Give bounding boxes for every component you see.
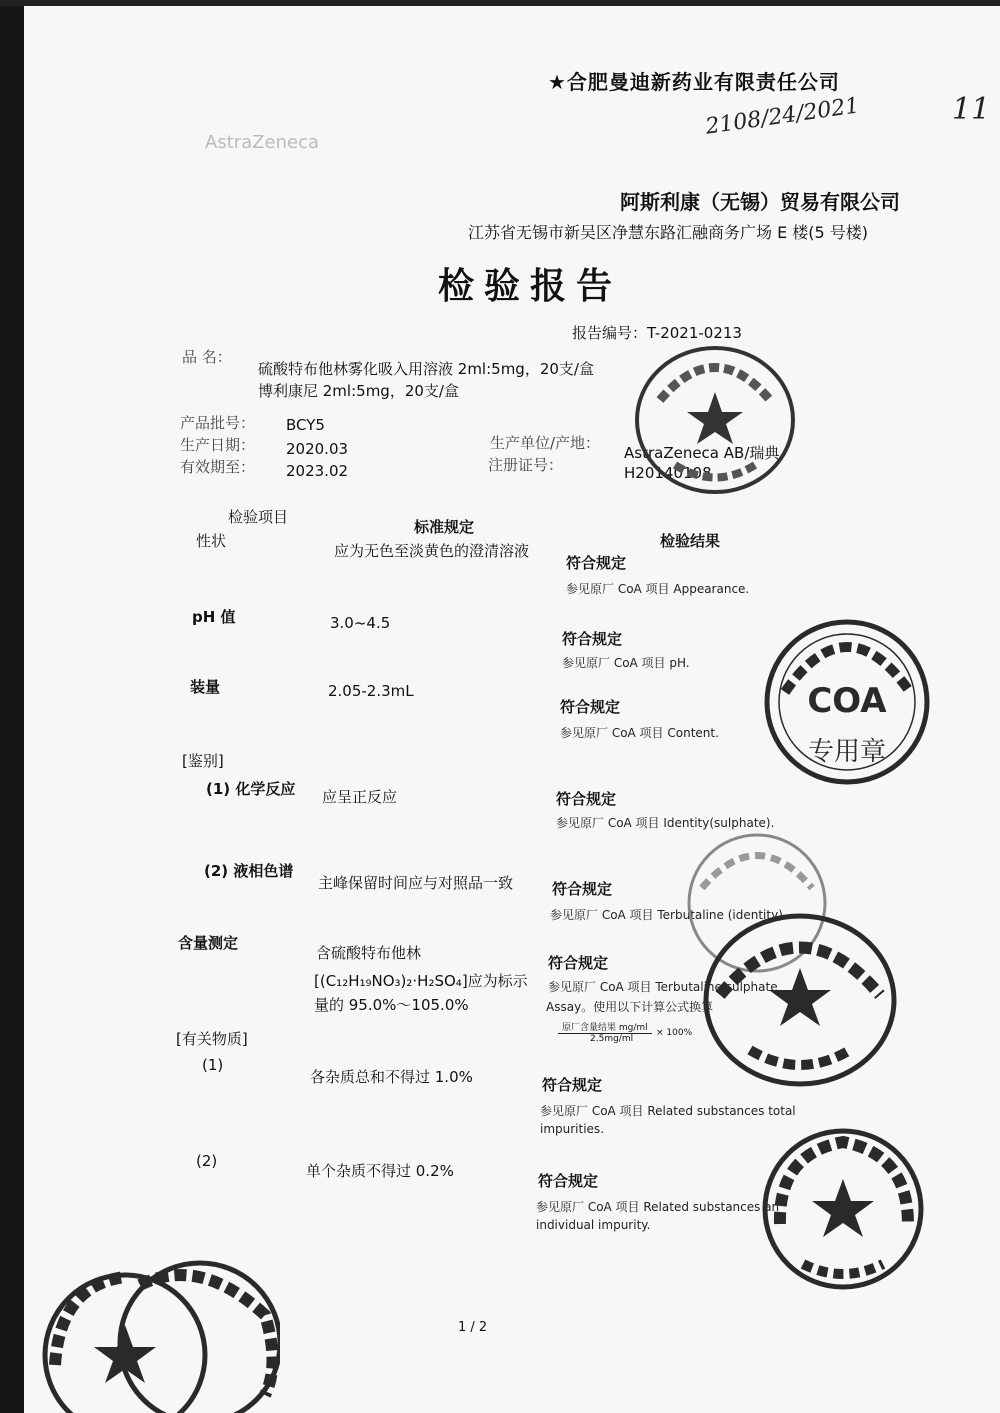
page-number: 1 / 2 <box>458 1320 488 1335</box>
related-sub1-note-line2: impurities. <box>540 1122 605 1136</box>
registration-value: H20140108 <box>624 464 712 482</box>
header-standard: 标准规定 <box>414 518 475 536</box>
identification-label: [鉴别] <box>182 752 224 770</box>
header-item: 检验项目 <box>228 508 289 526</box>
identification-sub2-name: (2) 液相色谱 <box>204 862 294 880</box>
report-number: 报告编号：T-2021-0213 <box>572 324 742 342</box>
scan-edge-top <box>0 0 1000 6</box>
item-fill-name: 装量 <box>190 678 221 696</box>
related-sub1-result: 符合规定 <box>542 1076 603 1094</box>
batch-label: 产品批号： <box>180 414 256 432</box>
registration-label: 注册证号： <box>488 456 564 474</box>
item-fill-result: 符合规定 <box>560 698 621 716</box>
item-appearance-standard: 应为无色至淡黄色的澄清溶液 <box>334 542 530 560</box>
related-sub2-note-line1: 参见原厂 CoA 项目 Related substances an <box>536 1200 780 1214</box>
manufacturer-value: AstraZeneca AB/瑞典 <box>624 444 780 462</box>
assay-standard-line3: 量的 95.0%～105.0% <box>314 996 469 1014</box>
assay-standard-line2: [(C₁₂H₁₉NO₃)₂·H₂SO₄]应为标示 <box>314 972 528 990</box>
mfg-date-label: 生产日期： <box>180 436 256 454</box>
related-sub1-standard: 各杂质总和不得过 1.0% <box>310 1068 473 1086</box>
related-sub2-standard: 单个杂质不得过 0.2% <box>306 1162 454 1180</box>
identification-sub2-result: 符合规定 <box>552 880 613 898</box>
coa-seal <box>760 612 935 792</box>
item-ph-standard: 3.0~4.5 <box>330 614 391 632</box>
related-sub1-note-line1: 参见原厂 CoA 项目 Related substances total <box>540 1104 796 1118</box>
manufacturer-label: 生产单位/产地： <box>490 434 601 452</box>
item-appearance-result: 符合规定 <box>566 554 627 572</box>
report-title: 检验报告 <box>438 266 623 307</box>
issuer-company: 阿斯利康（无锡）贸易有限公司 <box>620 190 900 214</box>
related-label: [有关物质] <box>176 1030 248 1048</box>
identification-sub1-note: 参见原厂 CoA 项目 Identity(sulphate). <box>556 816 775 830</box>
item-appearance-note: 参见原厂 CoA 项目 Appearance. <box>566 582 750 596</box>
assay-name: 含量测定 <box>178 934 239 952</box>
related-sub2-note-line2: individual impurity. <box>536 1218 651 1232</box>
product-name-label: 品 名： <box>182 348 232 366</box>
exp-date-label: 有效期至： <box>180 458 256 476</box>
related-sub1-name: (1) <box>202 1056 224 1074</box>
item-ph-result: 符合规定 <box>562 630 623 648</box>
related-sub2-name: (2) <box>196 1152 218 1170</box>
related-sub2-result: 符合规定 <box>538 1172 599 1190</box>
assay-formula-numerator: 原厂含量结果 mg/ml <box>558 1020 652 1034</box>
coa-seal-center-text: COA <box>807 681 887 721</box>
assay-formula-tail: × 100% <box>656 1028 693 1038</box>
assay-note-line1: 参见原厂 CoA 项目 Terbutaline sulphate <box>548 980 778 994</box>
item-ph-name: pH 值 <box>192 608 236 626</box>
item-fill-standard: 2.05-2.3mL <box>328 682 414 700</box>
identification-sub1-result: 符合规定 <box>556 790 617 808</box>
mandi-quality-seal <box>758 1124 928 1294</box>
item-fill-note: 参见原厂 CoA 项目 Content. <box>560 726 719 740</box>
margin-mark: 11 <box>952 92 991 127</box>
bottom-overlapping-seals <box>40 1255 280 1413</box>
assay-note-line2: Assay。使用以下计算公式换算 <box>546 1000 714 1014</box>
handwritten-note: 2108/24/2021 <box>704 93 861 140</box>
assay-formula-denominator: 2.5mg/ml <box>590 1034 634 1044</box>
issuer-address: 江苏省无锡市新吴区净慧东路汇融商务广场 E 楼(5 号楼) <box>468 223 869 242</box>
batch-value: BCY5 <box>286 416 325 434</box>
assay-result: 符合规定 <box>548 954 609 972</box>
identification-sub2-standard: 主峰保留时间应与对照品一致 <box>318 874 514 892</box>
item-ph-note: 参见原厂 CoA 项目 pH. <box>562 656 690 670</box>
item-appearance-name: 性状 <box>196 532 227 550</box>
exp-date-value: 2023.02 <box>286 462 349 480</box>
distributor-seal <box>700 910 900 1090</box>
mfg-date-value: 2020.03 <box>286 440 349 458</box>
faint-brand-mark: AstraZeneca <box>205 132 319 153</box>
assay-standard-line1: 含硫酸特布他林 <box>316 944 422 962</box>
scan-edge-left <box>0 0 24 1413</box>
header-result: 检验结果 <box>660 532 721 550</box>
identification-sub2-note: 参见原厂 CoA 项目 Terbutaline (identity) <box>550 908 783 922</box>
qa-department-seal <box>630 340 800 500</box>
product-name-line2: 博利康尼 2ml:5mg，20支/盒 <box>258 382 459 400</box>
identification-sub1-name: (1) 化学反应 <box>206 780 296 798</box>
identification-sub1-standard: 应呈正反应 <box>322 788 398 806</box>
consignee-name: ★合肥曼迪新药业有限责任公司 <box>548 70 840 94</box>
product-name-line1: 硫酸特布他林雾化吸入用溶液 2ml:5mg，20支/盒 <box>258 360 594 378</box>
coa-seal-bottom-text: 专用章 <box>807 737 887 767</box>
